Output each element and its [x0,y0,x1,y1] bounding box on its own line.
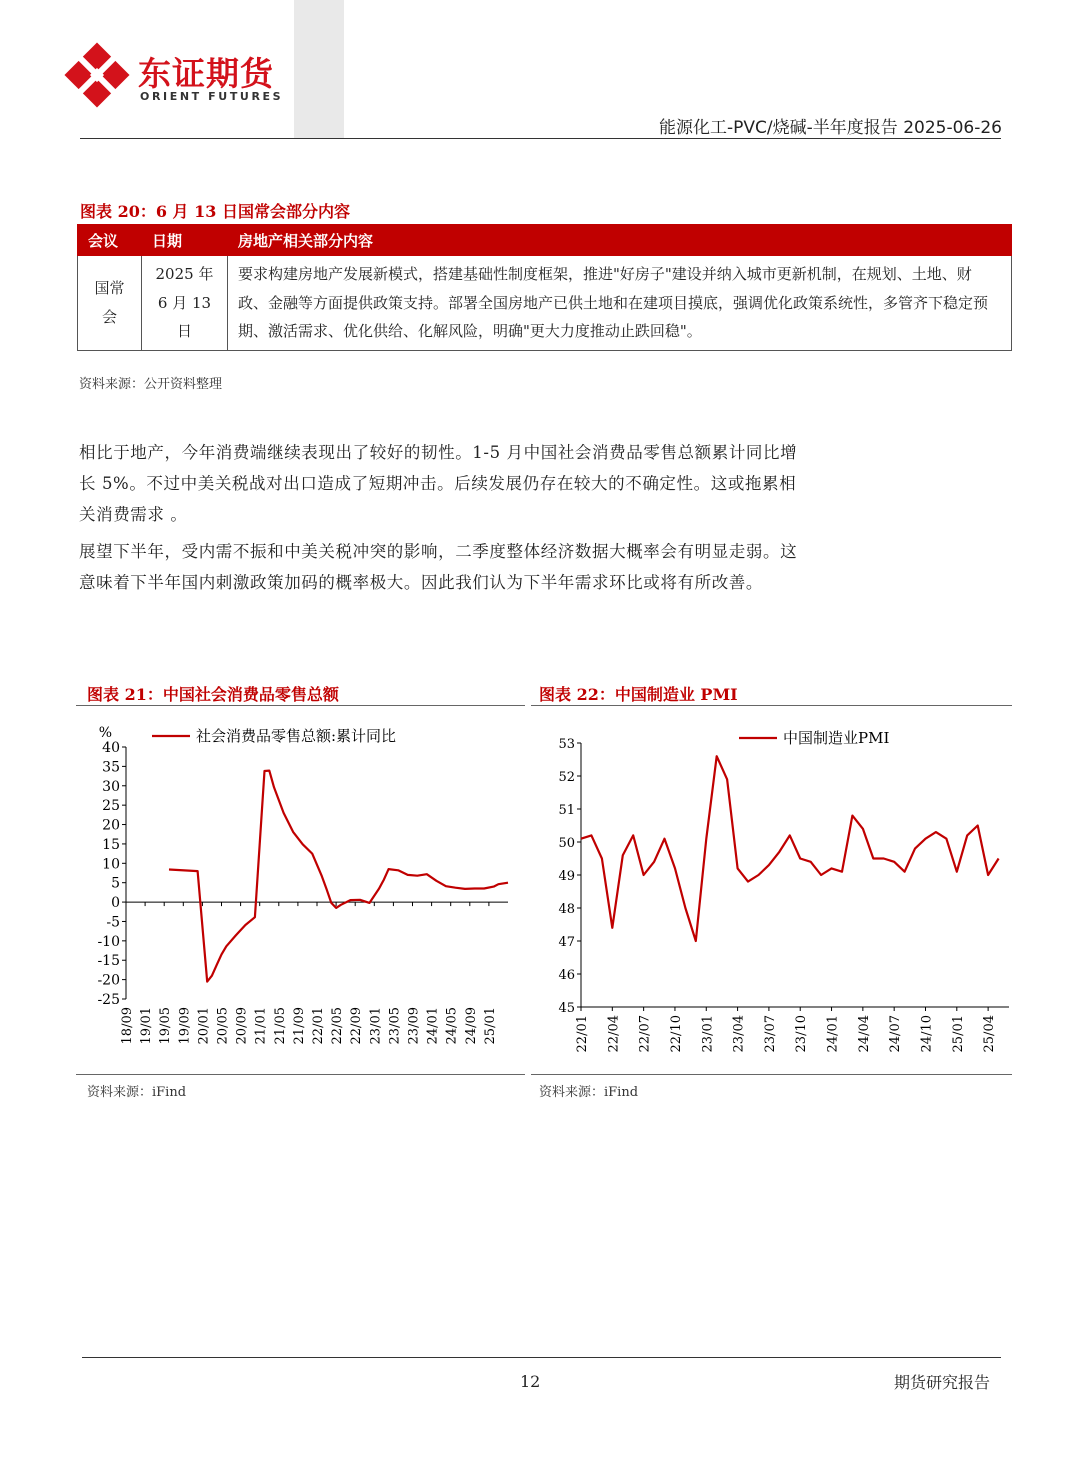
x-tick-label: 23/04 [731,1015,747,1053]
x-tick-label: 22/07 [637,1015,653,1053]
x-tick-label: 21/05 [272,1007,288,1045]
fig22-bottom-rule [531,1074,1012,1075]
y-tick-label: 53 [558,737,575,752]
y-tick-label: 47 [558,935,575,950]
meeting-table [77,224,1012,351]
x-tick-label: 22/09 [349,1007,365,1045]
x-tick-label: 23/07 [762,1015,778,1053]
x-tick-label: 21/09 [291,1007,307,1045]
cell-meeting: 国常会 [78,256,142,351]
x-tick-label: 24/05 [444,1007,460,1045]
header-band [294,0,344,138]
x-tick-label: 23/09 [406,1007,422,1045]
x-tick-label: 24/01 [425,1007,441,1045]
y-tick-label: 0 [111,895,120,912]
legend-label: 中国制造业PMI [783,729,890,747]
y-tick-label: 35 [102,759,120,776]
report-title: 能源化工-PVC/烧碱-半年度报告 2025-06-26 [659,118,1002,138]
x-tick-label: 22/10 [668,1015,684,1053]
y-tick-label: 45 [558,1001,575,1016]
x-tick-label: 22/01 [575,1015,590,1053]
cell-date: 2025 年 6 月 13 日 [142,256,228,351]
orient-futures-logo-icon [62,40,132,110]
fig22-title: 图表 22：中国制造业 PMI [539,685,738,704]
y-tick-label: -5 [106,914,120,931]
logo-cn: 东证期货 [138,54,274,93]
x-tick-label: 23/10 [794,1015,810,1053]
fig21-title: 图表 21：中国社会消费品零售总额 [87,685,339,704]
col-meeting: 会议 [78,225,142,256]
y-axis-unit: % [98,725,112,741]
legend-label: 社会消费品零售总额:累计同比 [196,727,397,745]
x-tick-label: 19/01 [139,1007,155,1045]
fig22-source: 资料来源：iFind [539,1085,639,1100]
page-number: 12 [520,1372,541,1391]
x-tick-label: 19/09 [177,1007,193,1045]
x-tick-label: 24/10 [919,1015,935,1053]
y-tick-label: 10 [102,856,120,873]
y-tick-label: 50 [558,836,575,851]
x-tick-label: 25/01 [482,1007,498,1045]
footer-label: 期货研究报告 [893,1373,990,1392]
paragraph-2: 展望下半年，受内需不振和中美关税冲突的影响，二季度整体经济数据大概率会有明显走弱。这意味着下半年国内刺激政策加码的概率极大。因此我们认为下半年需求环比或将有所改善。 [79,542,798,592]
logo-en: ORIENT FUTURES [140,90,284,103]
y-tick-label: 51 [558,803,575,818]
x-tick-label: 25/04 [982,1015,998,1053]
x-tick-label: 23/05 [387,1007,403,1045]
y-tick-label: 46 [558,968,575,983]
col-content: 房地产相关部分内容 [228,225,1012,256]
fig21-bottom-rule [76,1074,525,1075]
header-divider [80,138,1001,139]
y-tick-label: -15 [97,953,120,970]
col-date: 日期 [142,225,228,256]
x-tick-label: 20/05 [215,1007,231,1045]
table-row [78,256,1012,351]
y-tick-label: 15 [102,836,120,853]
fig20-title: 图表 20：6 月 13 日国常会部分内容 [80,202,350,221]
y-tick-label: 49 [558,869,575,884]
paragraph-1: 相比于地产，今年消费端继续表现出了较好的韧性。1-5 月中国社会消费品零售总额累计同比增长 5%。不过中美关税战对出口造成了短期冲击。后续发展仍存在较大的不确定性。这或拖累相关消费需求 。 [79,443,798,524]
fig21-source: 资料来源：iFind [87,1085,187,1100]
x-tick-label: 23/01 [368,1007,384,1045]
pmi-chart [531,706,1012,1072]
table-header-row [78,225,1012,256]
y-tick-label: 20 [102,817,120,834]
y-tick-label: 5 [111,875,120,892]
x-tick-label: 20/09 [234,1007,250,1045]
y-tick-label: 52 [558,770,575,785]
y-tick-label: 40 [102,740,120,756]
fig20-source: 资料来源：公开资料整理 [79,377,223,392]
x-tick-label: 24/01 [825,1015,841,1053]
x-tick-label: 25/01 [950,1015,966,1053]
y-tick-label: -25 [97,992,120,1008]
y-tick-label: 30 [102,778,120,795]
x-tick-label: 22/05 [330,1007,346,1045]
y-tick-label: -20 [97,972,120,989]
retail-sales-chart [76,706,525,1072]
x-tick-label: 24/04 [856,1015,872,1053]
series-line [581,756,999,941]
x-tick-label: 18/09 [120,1007,135,1045]
y-tick-label: -10 [97,933,120,950]
x-tick-label: 19/05 [158,1007,174,1045]
x-tick-label: 20/01 [196,1007,212,1045]
footer-divider [82,1357,1001,1358]
x-tick-label: 24/07 [888,1015,904,1053]
series-line [169,771,508,982]
cell-content: 要求构建房地产发展新模式，搭建基础性制度框架，推进"好房子"建设并纳入城市更新机制，在规划、土地、财政、金融等方面提供政策支持。部署全国房地产已供土地和在建项目摸底，强调优化政策系统性，多管齐下稳定预期、激活需求、优化供给、化解风险，明确"更大力度推动止跌回稳"。 [228,256,1012,351]
x-tick-label: 21/01 [253,1007,269,1045]
x-tick-label: 24/09 [463,1007,479,1045]
y-tick-label: 48 [558,902,575,917]
y-tick-label: 25 [102,798,120,815]
x-tick-label: 23/01 [700,1015,716,1053]
x-tick-label: 22/04 [606,1015,622,1053]
x-tick-label: 22/01 [311,1007,326,1045]
